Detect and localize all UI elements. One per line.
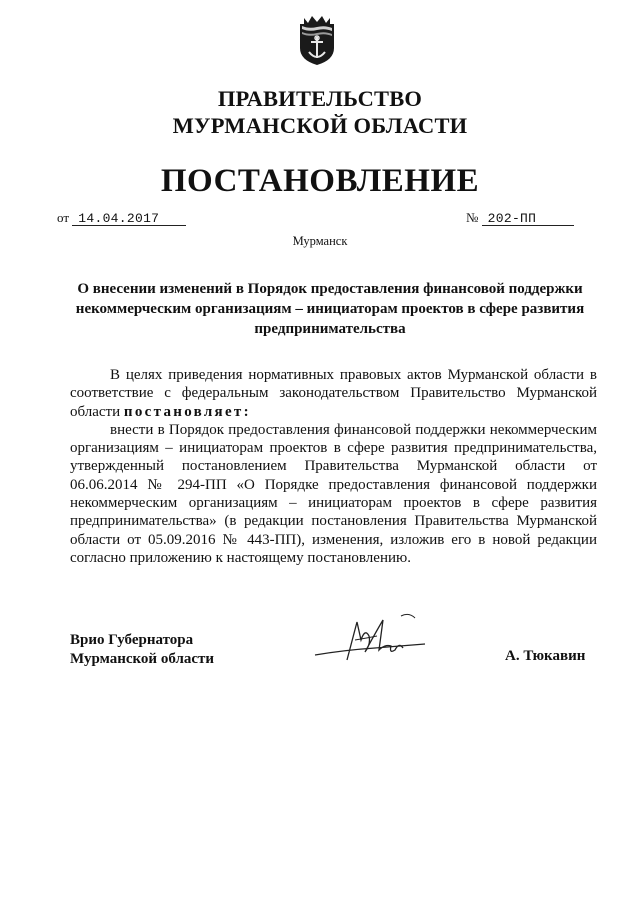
subject-line2: некоммерческим организациям – инициаторам проектов в сфере развития	[75, 301, 585, 317]
document-number: 202-ПП	[487, 211, 537, 226]
document-type: ПОСТАНОВЛЕНИЕ	[160, 163, 480, 199]
position-line1: Врио Губернатора	[70, 632, 194, 648]
subject-line3: предпринимательства	[254, 321, 406, 337]
coat-of-arms-icon	[297, 12, 337, 66]
date-block	[57, 210, 186, 226]
government-title-line1: ПРАВИТЕЛЬСТВО	[217, 86, 423, 111]
handwritten-signature-icon	[305, 600, 445, 680]
document-subject	[70, 279, 590, 339]
government-title-line2: МУРМАНСКОЙ ОБЛАСТИ	[172, 113, 468, 138]
city: Мурманск	[292, 234, 348, 248]
signatory-name: А. Тюкавин	[505, 648, 586, 664]
preamble-text: В целях приведения нормативных правовых актов Мурманской области в соответствие с федеральным законодательством Правительство Мурманской области	[70, 367, 597, 420]
preamble-paragraph	[70, 366, 597, 421]
number-block	[466, 210, 574, 226]
signatory-position	[70, 631, 214, 669]
document-date: 14.04.2017	[78, 211, 160, 226]
decision-paragraph: внести в Порядок предоставления финансовой поддержки некоммерческим организациям – инициаторам проектов в сфере развития предпринимательства, утвержденный постановлением Правительства Мурманской области от 06.06.2014 № 294-ПП «О Порядке предоставления финансовой поддержки некоммерческим организациям – инициаторам проектов в сфере развития предпринимательства» (в редакции постановления Правительства Мурманской области от 05.09.2016 № 443-ПП), изменения, изложив его в новой редакции согласно приложению к настоящему постановлению.	[70, 421, 597, 566]
subject-line1: О внесении изменений в Порядок предоставления финансовой поддержки	[77, 281, 583, 297]
document-body	[70, 366, 597, 567]
date-prefix: от	[57, 210, 70, 225]
position-line2: Мурманской области	[70, 651, 215, 667]
resolves-word: постановляет:	[123, 403, 251, 420]
number-prefix: №	[466, 210, 479, 225]
